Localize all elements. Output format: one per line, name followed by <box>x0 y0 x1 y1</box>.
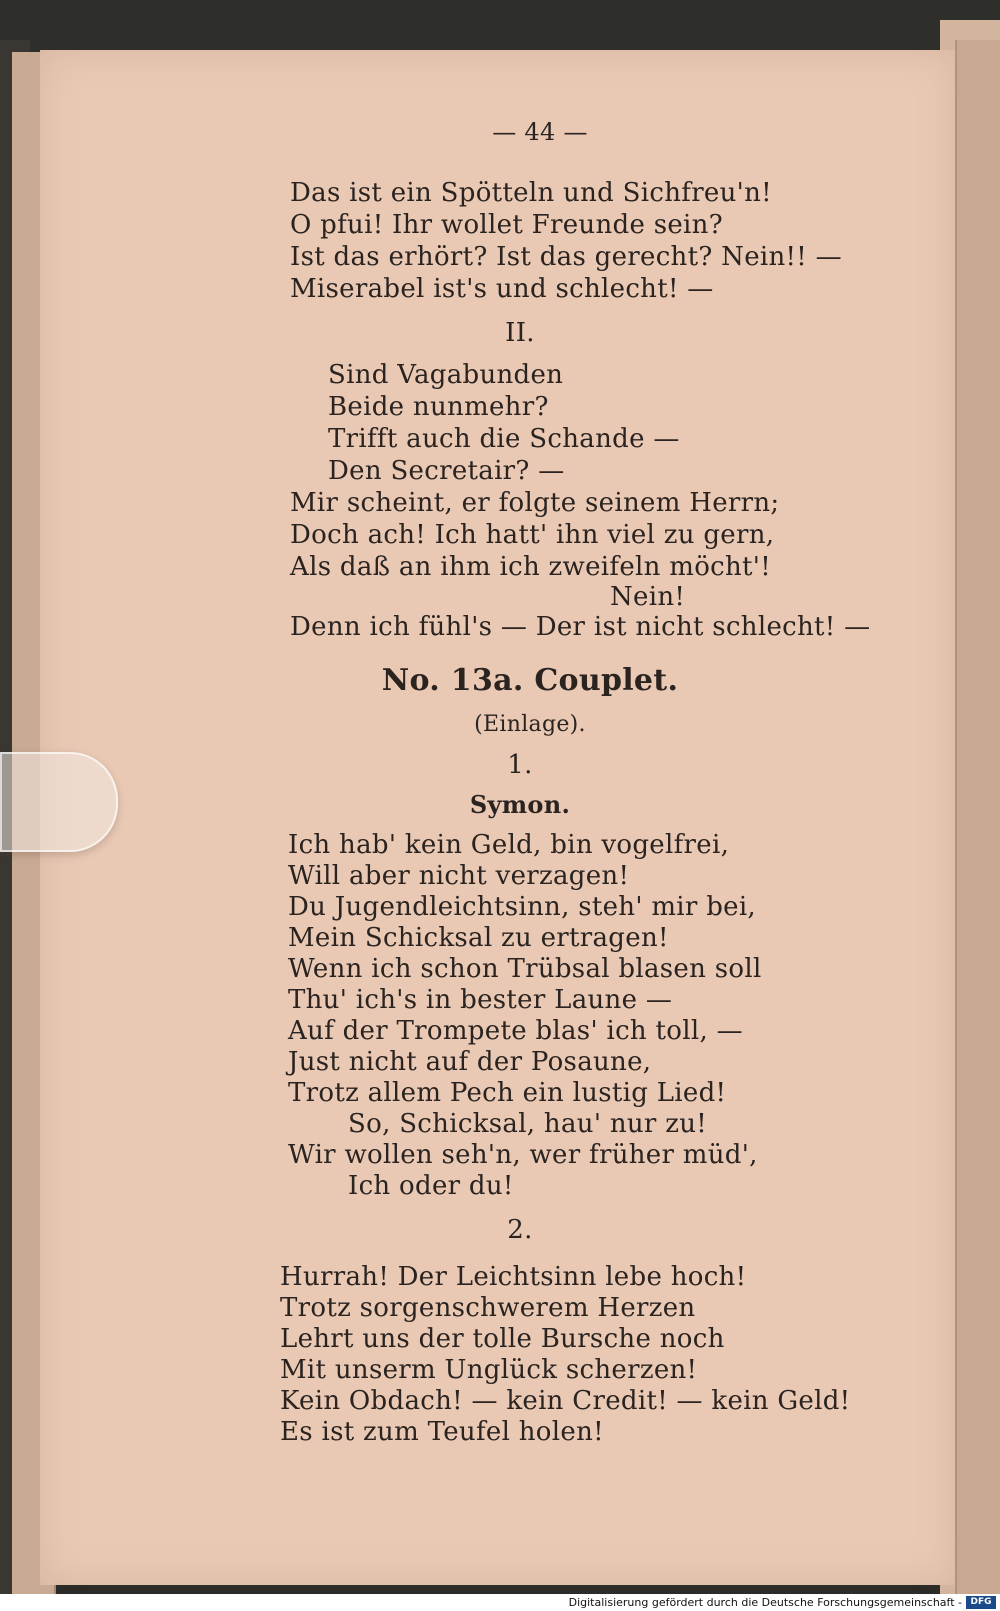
verse-two-line: Trotz sorgenschwerem Herzen <box>280 1293 696 1323</box>
verse-two-line: Lehrt uns der tolle Bursche noch <box>280 1324 725 1354</box>
book-page <box>40 50 955 1585</box>
verse-one-number: 1. <box>507 750 533 780</box>
stanza-top-line: O pfui! Ihr wollet Freunde sein? <box>290 210 723 240</box>
stanza-two-line: Nein! <box>610 582 686 612</box>
stanza-two-line: Mir scheint, er folgte seinem Herrn; <box>290 488 780 518</box>
transparent-page-clip <box>0 752 118 852</box>
dfg-logo-icon: DFG <box>966 1596 996 1609</box>
verse-one-line: So, Schicksal, hau' nur zu! <box>348 1109 708 1139</box>
part-two-numeral: II. <box>505 318 535 348</box>
stanza-top-line: Das ist ein Spötteln und Sichfreu'n! <box>290 178 772 208</box>
verse-one-line: Thu' ich's in bester Laune — <box>288 985 673 1015</box>
stanza-two-line: Doch ach! Ich hatt' ihn viel zu gern, <box>290 520 775 550</box>
section-title: No. 13a. Couplet. <box>381 663 679 698</box>
verse-one-line: Will aber nicht verzagen! <box>288 861 630 891</box>
page-text <box>40 50 955 1585</box>
page-number: — 44 — <box>492 118 588 146</box>
verse-two-line: Hurrah! Der Leichtsinn lebe hoch! <box>280 1262 747 1292</box>
stanza-two-line: Den Secretair? — <box>328 456 565 486</box>
scan-top-background <box>0 0 1000 52</box>
speaker-name: Symon. <box>469 790 571 819</box>
stanza-top-line: Miserabel ist's und schlecht! — <box>290 274 714 304</box>
verse-two-line: Es ist zum Teufel holen! <box>280 1417 604 1447</box>
verse-two-number: 2. <box>507 1215 533 1245</box>
verse-one-line: Trotz allem Pech ein lustig Lied! <box>288 1078 727 1108</box>
verse-one-line: Mein Schicksal zu ertragen! <box>288 923 669 953</box>
stanza-two-line: Beide nunmehr? <box>328 392 549 422</box>
verse-two-line: Mit unserm Unglück scherzen! <box>280 1355 698 1385</box>
verse-one-line: Just nicht auf der Posaune, <box>288 1047 652 1077</box>
verse-one-line: Auf der Trompete blas' ich toll, — <box>288 1016 743 1046</box>
section-subtitle: (Einlage). <box>474 712 586 737</box>
verse-two-line: Kein Obdach! — kein Credit! — kein Geld! <box>280 1386 851 1416</box>
stanza-two-line: Trifft auch die Schande — <box>328 424 680 454</box>
verse-one-line: Ich oder du! <box>348 1171 514 1201</box>
verse-one-line: Wenn ich schon Trübsal blasen soll <box>288 954 762 984</box>
next-page-edge-inner <box>955 40 1000 1611</box>
verse-one-line: Ich hab' kein Geld, bin vogelfrei, <box>288 830 730 860</box>
stanza-two-line: Denn ich fühl's — Der ist nicht schlecht! — <box>290 612 871 642</box>
stanza-two-line: Als daß an ihm ich zweifeln möcht'! <box>290 552 772 582</box>
stanza-top-line: Ist das erhört? Ist das gerecht? Nein!! — <box>290 242 842 272</box>
footer-credit: Digitalisierung gefördert durch die Deutsche Forschungsgemeinschaft - <box>568 1596 962 1609</box>
verse-one-line: Du Jugendleichtsinn, steh' mir bei, <box>288 892 757 922</box>
verse-one-line: Wir wollen seh'n, wer früher müd', <box>288 1140 758 1170</box>
stanza-two-line: Sind Vagabunden <box>328 360 564 390</box>
